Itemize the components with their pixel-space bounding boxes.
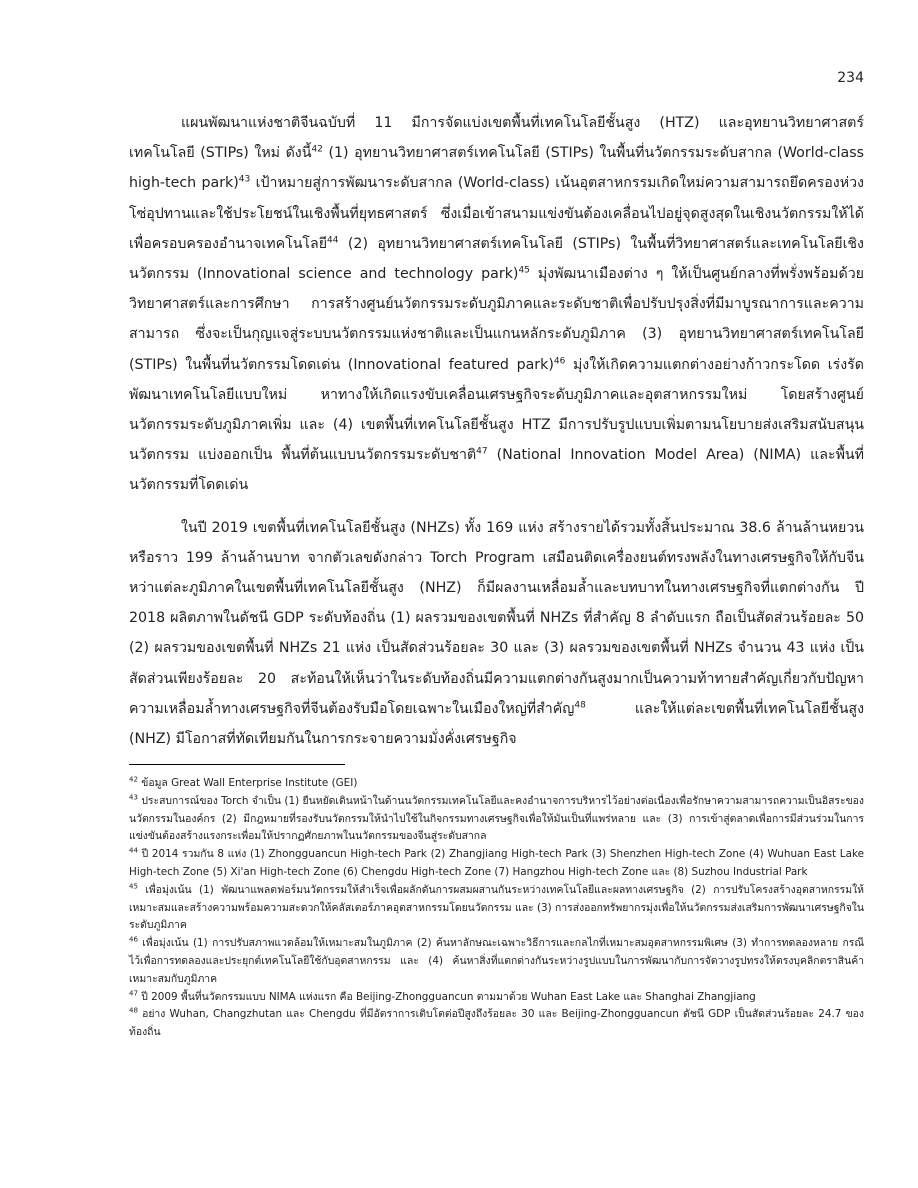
- text-segment: มุ่งให้เกิดความแตกต่างอย่างก้าวกระโดด เร่งรัดพัฒนาเทคโนโลยีแบบใหม่ หาทางให้เกิดแรงขับเคลื่อนเศรษฐกิจระดับภูมิภาคและอุตสาหกรรมใหม่ โดยสร้างศูนย์นวัตกรรมระดับภูมิภาคเพิ่ม และ (4) เขตพื้นที่เทคโนโลยีชั้นสูง HTZ มีการปรับรูปแบบเพิ่มตามนโยบายส่งเสริมสนับสนุนนวัตกรรม แบ่งออกเป็น พื้นที่ต้นแบบนวัตกรรมระดับชาติ: [129, 356, 864, 464]
- footnote-46: [129, 935, 864, 988]
- footnote-text: ประสบการณ์ของ Torch จำเป็น (1) ยืนหยัดเดินหน้าในด้านนวัตกรรมเทคโนโลยีและคงอำนาจการบริหารไว้อย่างต่อเนื่องเพื่อรักษาความสามารถความเป็นอิสระของนวัตกรรมในองค์กร (2) มีกฎหมายที่รองรับนวัตกรรมให้นำไปใช้ในกิจกรรมทางเศรษฐกิจเพื่อให้มันเป็นที่แพร่หลาย และ (3) การเข้าสู่ตลาดเพื่อการมีส่วนร่วมในการแข่งขันต้องสร้างแรงกระเพื่อมให้ปรากฏศักยภาพในนวัตกรรมของจีนสู่ระดับสากล: [129, 794, 864, 843]
- footnote-number: 44: [129, 846, 138, 855]
- footnote-number: 42: [129, 775, 138, 784]
- footnote-text: อย่าง Wuhan, Changzhutan และ Chengdu ที่มีอัตราการเติบโตต่อปีสูงถึงร้อยละ 30 และ Beijing-Zhongguancun ดัชนี GDP เป็นสัดส่วนร้อยละ 24.7 ของท้องถิ่น: [129, 1008, 864, 1039]
- footnote-number: 46: [129, 935, 138, 944]
- text-segment: เป้าหมายสู่การพัฒนาระดับสากล (World-class) เน้นอุตสาหกรรมเกิดใหม่ความสามารถยึดครองห่วงโซ่อุปทานและใช้ประโยชน์ในเชิงพื้นที่ยุทธศาสตร์ ซึ่งเมื่อเข้าสนามแข่งขันต้องเคลื่อนไปอยู่จุดสูงสุดในเชิงนวัตกรรมให้ได้เพื่อครอบครองอำนาจเทคโนโลยี: [129, 175, 864, 252]
- footnote-42: [129, 775, 864, 793]
- footnote-text: เพื่อมุ่งเน้น (1) การปรับสภาพแวดล้อมให้เหมาะสมในภูมิภาค (2) ค้นหาลักษณะเฉพาะวิธีการและกลไกที่เหมาะสมอุตสาหกรรมพิเศษ (3) ทำการทดลองหลาย กรณีไว้เพื่อการทดลองและประยุกต์เทคโนโลยีใช้กับอุตสาหกรรม และ (4) ค้นหาสิ่งที่แตกต่างกันระหว่างรูปแบบในการพัฒนากับการจัดวางรูปทรงให้ตรงบุคลิกตราสินค้าเหมาะสมกับภูมิภาค: [129, 937, 864, 985]
- text-segment: มุ่งพัฒนาเมืองต่าง ๆ ให้เป็นศูนย์กลางที่พรั่งพร้อมด้วยวิทยาศาสตร์และการศึกษา การสร้างศูนย์นวัตกรรมระดับภูมิภาคและระดับชาติเพื่อปรับปรุงสิ่งที่มีมาบูรณาการและความสามารถ ซึ่งจะเป็นกุญแจสู่ระบบนวัตกรรมแห่งชาติและเป็นแกนหลักระดับภูมิภาค (3) อุทยานวิทยาศาสตร์เทคโนโลยี (STIPs) ในพื้นที่นวัตกรรมโดดเด่น (Innovational featured park): [129, 266, 864, 373]
- paragraph-nhz-2019: [129, 513, 864, 755]
- footnote-text: ปี 2009 พื้นที่นวัตกรรมแบบ NIMA แห่งแรก คือ Beijing-Zhongguancun ตามมาด้วย Wuhan East Lake และ Shanghai Zhangjiang: [137, 990, 756, 1003]
- paragraph-htz-stips: [129, 108, 864, 501]
- text-segment: แผนพัฒนาแห่งชาติจีนฉบับที่ 11 มีการจัดแบ่งเขตพื้นที่เทคโนโลยีชั้นสูง (HTZ) และอุทยานวิทยาศาสตร์เทคโนโลยี (STIPs) ใหม่ ดังนี้: [129, 115, 864, 162]
- footnote-ref[interactable]: 42: [311, 144, 323, 155]
- footnotes: [129, 775, 864, 1042]
- footnote-number: 45: [129, 882, 138, 891]
- footnote-43: [129, 793, 864, 846]
- footnote-ref[interactable]: 43: [238, 174, 251, 185]
- footnote-ref[interactable]: 46: [553, 355, 566, 366]
- footnote-47: [129, 989, 864, 1007]
- footnote-text: เพื่อมุ่งเน้น (1) พัฒนาแพลตฟอร์มนวัตกรรมให้สำเร็จเพื่อผลักดันการผสมผสานกันระหว่างเทคโนโลยีและผลทางเศรษฐกิจ (2) การปรับโครงสร้างอุตสาหกรรมให้เหมาะสมและสร้างความพร้อมความสะดวกให้คลัสเตอร์ภาคอุตสาหกรรมโดยนวัตกรรม และ (3) การส่งออกทรัพยากรมุ่งเพื่อให้นวัตกรรมส่งเสริมการพัฒนาเศรษฐกิจในระดับภูมิภาค: [129, 883, 864, 932]
- footnote-number: 43: [129, 793, 138, 802]
- footnote-45: [129, 882, 864, 935]
- page-number: 234: [837, 70, 864, 86]
- footnote-text: ปี 2014 รวมกัน 8 แห่ง (1) Zhongguancun High-tech Park (2) Zhangjiang High-tech Park (3) Shenzhen High-tech Zone (4) Wuhuan East Lake High-tech Zone (5) Xi'an High-tech Zone (6) Chengdu High-tech Zone (7) Hangzhou High-tech Zone และ (8) Suzhou Industrial Park: [129, 848, 864, 878]
- footnote-text: ข้อมูล Great Wall Enterprise Institute (GEI): [137, 777, 358, 789]
- footnote-number: 47: [129, 989, 138, 998]
- text-segment: (2) อุทยานวิทยาศาสตร์เทคโนโลยี (STIPs) ในพื้นที่วิทยาศาสตร์และเทคโนโลยีเชิงนวัตกรรม (Innovational science and technology park): [129, 235, 864, 283]
- text-segment: และให้แต่ละเขตพื้นที่เทคโนโลยีชั้นสูง (NHZ) มีโอกาสที่ทัดเทียมกันในการกระจายความมั่งคั่งเศรษฐกิจ: [129, 700, 864, 748]
- text-segment: ในปี 2019 เขตพื้นที่เทคโนโลยีชั้นสูง (NHZs) ทั้ง 169 แห่ง สร้างรายได้รวมทั้งสิ้นประมาณ 38.6 ล้านล้านหยวน หรือราว 199 ล้านล้านบาท จากตัวเลขดังกล่าว Torch Program เสมือนติดเครื่องยนต์ทรงพลังในทางเศรษฐกิจให้กับจีน หว่าแต่ละภูมิภาคในเขตพื้นที่เทคโนโลยีชั้นสูง (NHZ) ก็มีผลงานเหลื่อมล้ำและบทบาทในทางเศรษฐกิจที่แตกต่างกัน ปี 2018 ผลิตภาพในดัชนี GDP ระดับท้องถิ่น (1) ผลรวมของเขตพื้นที่ NHZs ที่สำคัญ 8 ลำดับแรก ถือเป็นสัดส่วนร้อยละ 50 (2) ผลรวมของเขตพื้นที่ NHZs 21 แห่ง เป็นสัดส่วนร้อยละ 30 และ (3) ผลรวมของเขตพื้นที่ NHZs จำนวน 43 แห่ง เป็นสัดส่วนเพียงร้อยละ 20 สะท้อนให้เห็นว่าในระดับท้องถิ่นมีความแตกต่างกันสูงมากเป็นความท้าทายสำคัญเกี่ยวกับปัญหาความเหลื่อมล้ำทางเศรษฐกิจที่จีนต้องรับมือโดยเฉพาะในเมืองใหญ่ที่สำคัญ: [129, 519, 864, 717]
- footnote-divider: [129, 764, 345, 765]
- footnote-number: 48: [129, 1006, 138, 1015]
- footnote-ref[interactable]: 47: [476, 446, 488, 457]
- footnote-ref[interactable]: 44: [327, 235, 339, 246]
- text-segment: (1) อุทยานวิทยาศาสตร์เทคโนโลยี (STIPs) ในพื้นที่นวัตกรรมระดับสากล (World-class high-tech park): [129, 145, 864, 192]
- body-text: [129, 108, 864, 754]
- footnote-48: [129, 1006, 864, 1042]
- footnote-44: [129, 846, 864, 882]
- footnote-ref[interactable]: 48: [574, 700, 586, 711]
- text-segment: (National Innovation Model Area) (NIMA) และพื้นที่นวัตกรรมที่โดดเด่น: [129, 447, 864, 494]
- footnote-ref[interactable]: 45: [518, 265, 530, 276]
